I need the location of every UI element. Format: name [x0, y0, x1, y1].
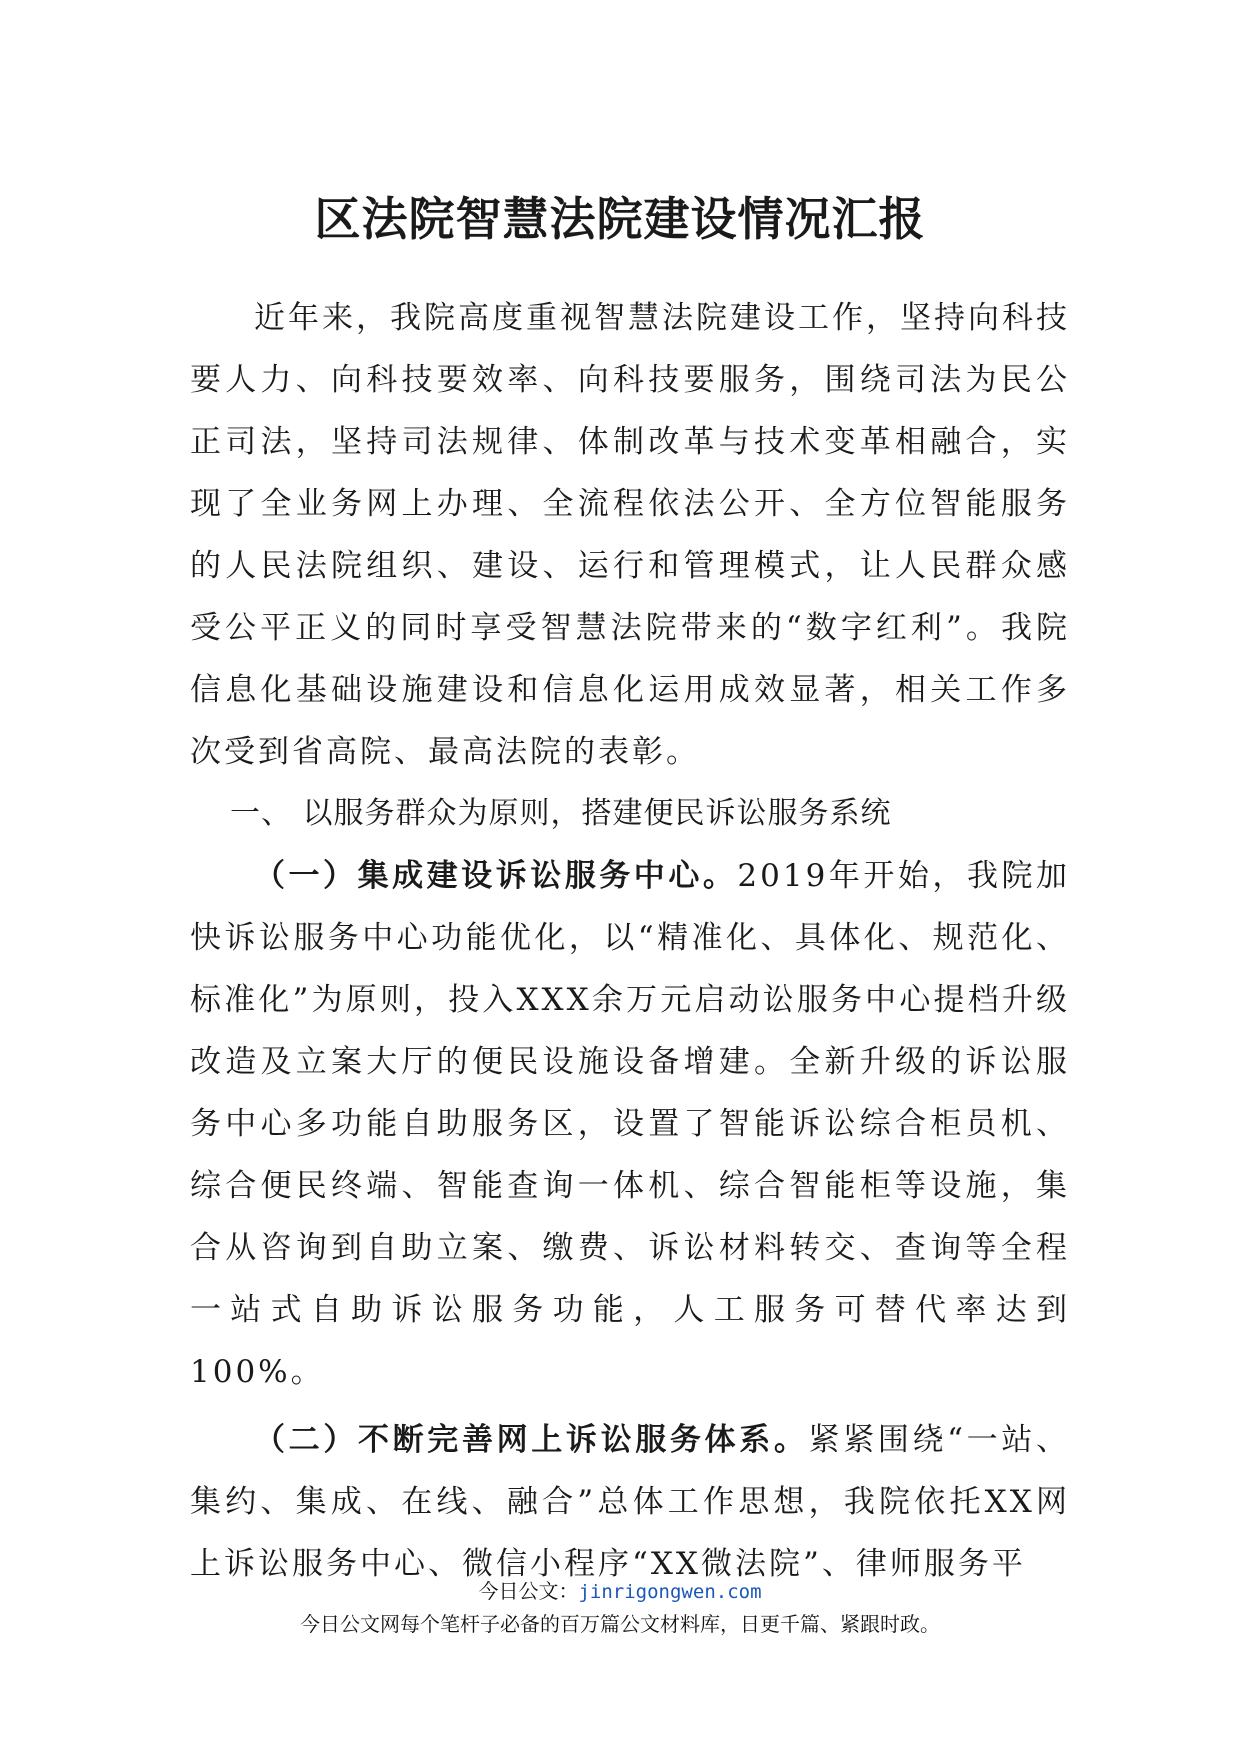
page-footer — [0, 1576, 1240, 1641]
footer-slogan: 今日公文网每个笔杆子必备的百万篇公文材料库，日更千篇、紧跟时政。 — [300, 1612, 940, 1636]
section-heading-1: 一、 以服务群众为原则，搭建便民诉讼服务系统 — [230, 796, 892, 831]
document-body — [190, 287, 1070, 1595]
subsection-heading-1: （一）集成建设诉讼服务中心。 — [254, 858, 738, 894]
intro-paragraph: 近年来，我院高度重视智慧法院建设工作，坚持向科技要人力、向科技要效率、向科技要服务，围绕司法为民公正司法，坚持司法规律、体制改革与技术变革相融合，实现了全业务网上办理、全流程依法公开、全方位智能服务的人民法院组织、建设、运行和管理模式，让人民群众感受公平正义的同时享受智慧法院带来的“数字红利”。我院信息化基础设施建设和信息化运用成效显著，相关工作多次受到省高院、最高法院的表彰。 — [190, 300, 1070, 770]
subsection-text-1: 2019年开始，我院加快诉讼服务中心功能优化，以“精准化、具体化、规范化、标准化”为原则，投入XXX余万元启动讼服务中心提档升级改造及立案大厅的便民设施设备增建。全新升级的诉讼服务中心多功能自助服务区，设置了智能诉讼综合柜员机、综合便民终端、智能查询一体机、综合智能柜等设施，集合从咨询到自助立案、缴费、诉讼材料转交、查询等全程一站式自助诉讼服务功能，人工服务可替代率达到100%。 — [190, 858, 1070, 1390]
subsection-paragraph-1 — [190, 845, 1070, 1403]
footer-site-link[interactable]: jinrigongwen.com — [578, 1581, 762, 1603]
subsection-paragraph-2 — [190, 1409, 1070, 1595]
footer-source-line — [0, 1576, 1240, 1607]
subsection-text-2: 紧紧围绕“一站、集约、集成、在线、融合”总体工作思想，我院依托XX网上诉讼服务中心、微信小程序“XX微法院”、律师服务平 — [190, 1422, 1070, 1582]
document-title: 区法院智慧法院建设情况汇报 — [314, 191, 926, 246]
subsection-heading-2: （二）不断完善网上诉讼服务体系。 — [254, 1422, 809, 1458]
footer-label: 今日公文： — [478, 1579, 579, 1603]
